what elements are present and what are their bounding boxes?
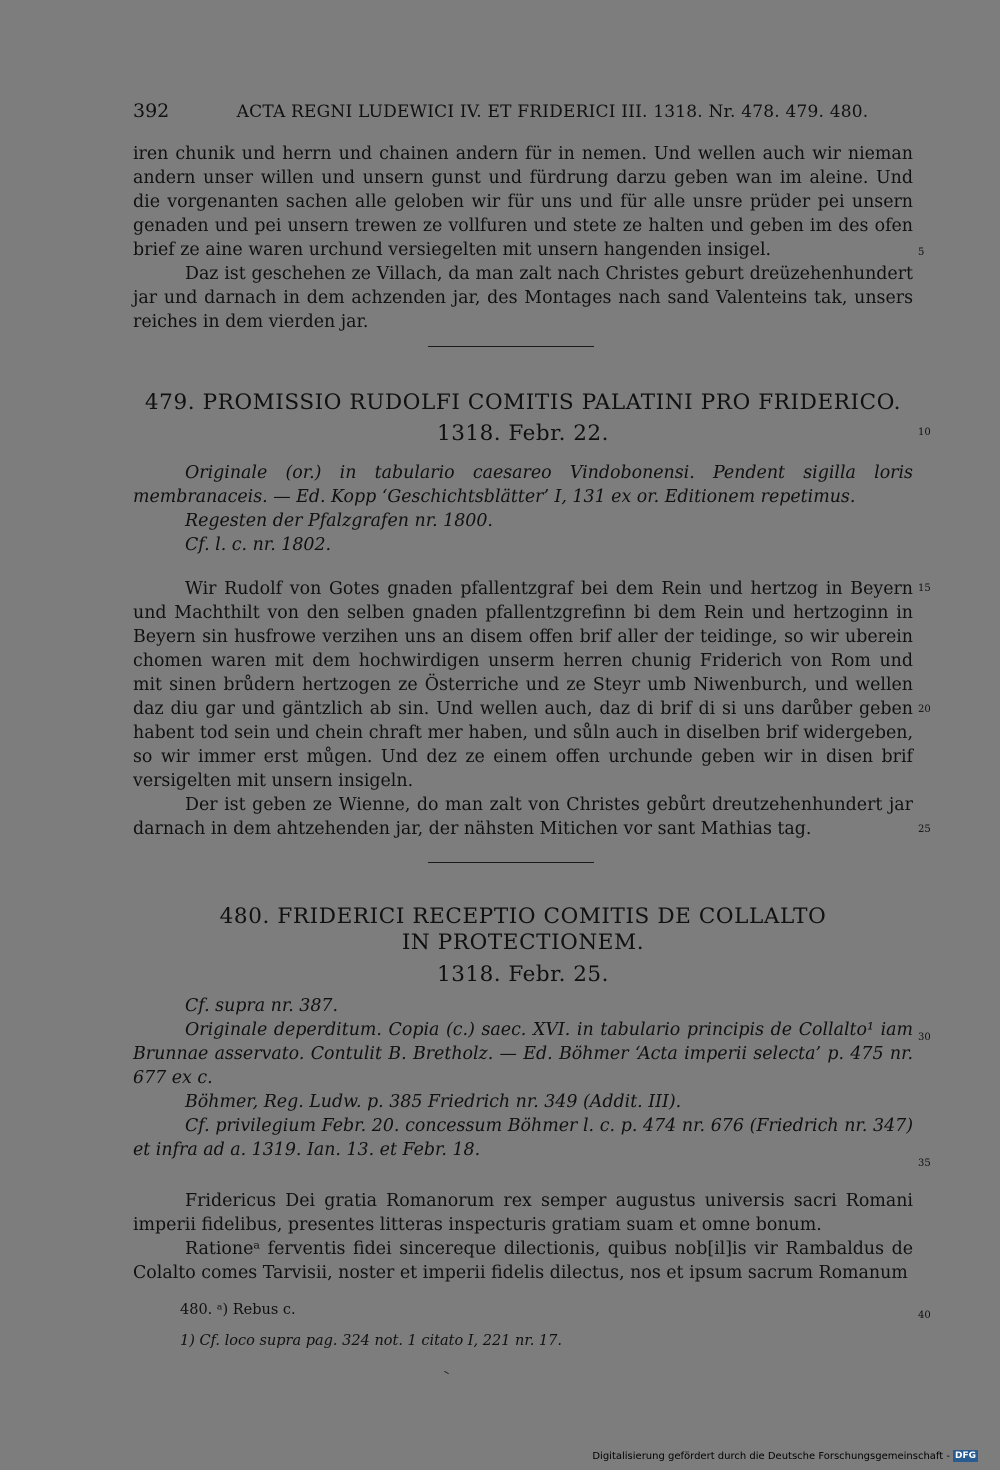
doc-479-title: 479. PROMISSIO RUDOLFI COMITIS PALATINI PRO FRIDERICO.: [144, 390, 902, 415]
line-number: 5: [918, 247, 925, 258]
line-number: 35: [918, 1158, 931, 1169]
line-number: 25: [918, 824, 931, 835]
section-divider: [428, 862, 594, 863]
doc-479-source-2: Regesten der Pfalzgrafen nr. 1800.: [185, 511, 493, 531]
line-number: 15: [918, 583, 931, 594]
doc-480-source-4: Cf. privilegium Febr. 20. concessum Böhmer l. c. p. 474 nr. 676 (Friedrich nr. 347) et infra ad a. 1319. Ian. 13. et Febr. 18.: [133, 1116, 913, 1160]
doc-480-title-line-1: 480. FRIDERICI RECEPTIO COMITIS DE COLLALTO: [219, 904, 827, 929]
doc-480-date: 1318. Febr. 25.: [437, 962, 609, 987]
footnote-1: 1) Cf. loco supra pag. 324 not. 1 citato I, 221 nr. 17.: [180, 1333, 562, 1349]
doc-480-sources: [133, 994, 913, 1162]
doc-480-para-2: Rationeᵃ ferventis fidei sincereque dilectionis, quibus nob[il]is vir Rambaldus de Colalto comes Tarvisii, noster et imperii fidelis dilectus, nos et ipsum sacrum Romanum: [133, 1239, 913, 1283]
doc-479-para-1: Wir Rudolf von Gotes gnaden pfallentzgraf bei dem Rein und hertzog in Beyern und Machthilt von den selben gnaden pfallentzgrefinn bi dem Rein und hertzoginn in Beyern sin husfrowe verzihen uns an disem offen brif aller der teidinge, so wir uberein chomen waren mit dem hochwirdigen unserm herren chunig Friderich von Rom und mit sinen brůdern hertzogen ze Österriche und ze Steyr umb Niwenburch, und wellen daz diu gar und gäntzlich ab sin. Und wellen auch, daz di brif di si uns darůber geben habent tod sein und chein chraft mer haben, und sůln auch in diselben brif widergeben, so wir immer erst můgen. Und dez ze einem offen urchunde geben wir in disen brif versigelten mit unsern insigeln.: [133, 579, 913, 791]
doc-479-source-3: Cf. l. c. nr. 1802.: [185, 535, 332, 555]
doc-480-source-2: Originale deperditum. Copia (c.) saec. XVI. in tabulario principis de Collalto¹ iam Brunnae asservato. Contulit B. Bretholz. — Ed. Böhmer ‘Acta imperii selecta’ p. 475 nr. 677 ex c.: [133, 1020, 913, 1088]
running-title: ACTA REGNI LUDEWICI IV. ET FRIDERICI III. 1318. Nr. 478. 479. 480.: [236, 102, 869, 122]
dfg-logo-icon: DFG: [954, 1451, 976, 1461]
line-number: 10: [918, 427, 931, 438]
page-number: 392: [133, 100, 170, 122]
line-number: 20: [918, 704, 931, 715]
doc-479-source-1: Originale (or.) in tabulario caesareo Vindobonensi. Pendent sigilla loris membranaceis. — Ed. Kopp ‘Geschichtsblätter’ I, 131 ex or. Editionem repetimus.: [133, 463, 913, 507]
running-header: [133, 100, 913, 122]
section-divider: [428, 346, 594, 347]
doc-480-title-line-2: IN PROTECTIONEM.: [401, 930, 645, 955]
doc-480-text: [133, 1189, 913, 1285]
line-number: 40: [918, 1310, 931, 1321]
doc-480-source-3: Böhmer, Reg. Ludw. p. 385 Friedrich nr. 349 (Addit. III).: [185, 1092, 682, 1112]
line-number: 30: [918, 1032, 931, 1043]
stray-mark: [444, 1371, 449, 1374]
doc-479-text: [133, 577, 913, 841]
doc-480-para-1: Fridericus Dei gratia Romanorum rex semper augustus universis sacri Romani imperii fidelibus, presentes litteras inspecturis gratiam suam et omne bonum.: [133, 1191, 913, 1235]
doc-478-para-2: Daz ist geschehen ze Villach, da man zalt nach Christes geburt dreüzehenhundert jar und darnach in dem achzenden jar, des Montages nach sand Valenteins tak, unsers reiches in dem vierden jar.: [133, 264, 913, 332]
digitization-credit: [592, 1450, 978, 1462]
doc-478-para-1: iren chunik und herrn und chainen andern für in nemen. Und wellen auch wir nieman andern unser willen und unsern gunst und fürdrung darzu geben wan im aleine. Und die vorgenanten sachen alle geloben wir für uns und für alle unsre prüder pei unsern genaden und pei unsern trewen ze vollfuren und stete ze halten und geben im des ofen brief ze aine waren urchund versiegelten mit unsern hangenden insigel.: [133, 144, 913, 260]
credit-text: Digitalisierung gefördert durch die Deutsche Forschungsgemeinschaft -: [592, 1450, 950, 1462]
doc-479-sources: [133, 461, 913, 557]
footnote-a: 480. ᵃ) Rebus c.: [180, 1302, 296, 1318]
doc-480-source-1: Cf. supra nr. 387.: [185, 996, 339, 1016]
doc-478-text: [133, 142, 913, 334]
doc-479-para-2: Der ist geben ze Wienne, do man zalt von Christes gebůrt dreutzehenhundert jar darnach in dem ahtzehenden jar, der nähsten Mitichen vor sant Mathias tag.: [133, 795, 913, 839]
doc-479-date: 1318. Febr. 22.: [437, 421, 609, 446]
